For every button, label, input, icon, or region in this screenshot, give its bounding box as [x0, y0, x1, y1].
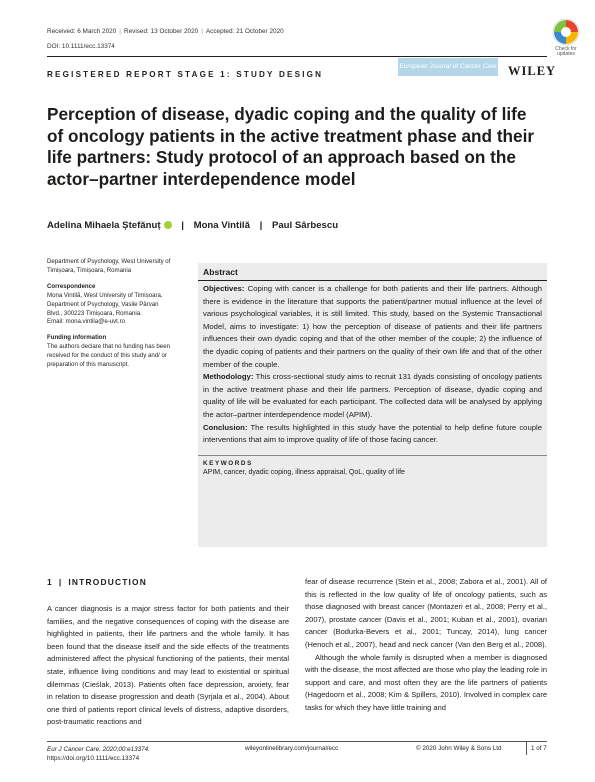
methodology-label: Methodology:: [203, 372, 254, 382]
methodology-text: This cross-sectional study aims to recruit 131 dyads consisting of oncology patients in the active treatment phase and their life partners. Perception of disease, dyadic coping and quality of life will be evaluated for each participant. The collected data will be analysed by applying the actor–partner interdependence model (APIM).: [203, 372, 543, 419]
affiliation: Department of Psychology, West University of Timișoara, Timișoara, Romania: [47, 258, 171, 274]
received-date: Received: 6 March 2020: [47, 28, 117, 35]
funding-text: The authors declare that no funding has been received for the conduct of this study and/ or preparation of this manuscript.: [47, 343, 170, 369]
keywords-rule: [198, 455, 547, 456]
copyright: © 2020 John Wiley & Sons Ltd: [416, 745, 502, 752]
revised-date: Revised: 13 October 2020: [123, 28, 199, 35]
conclusion-text: The results highlighted in this study have the potential to help define future couple interventions that aim to improve quality of life of those facing cancer.: [203, 422, 542, 445]
abstract-methodology: [203, 371, 542, 421]
author-name[interactable]: Adelina Mihaela Ștefănuț: [47, 220, 161, 231]
paragraph: Although the whole family is disrupted when a member is diagnosed with the disease, the most affected are those who play the leading role in support and care, and most often they are the life partners of patients (Hagedoorn et al., 2008; Kim & Spillers, 2010). Involved in complex care tasks for which they have little training and: [305, 652, 547, 712]
correspondence-email[interactable]: Email: mona.vintila@e-uvt.ro: [47, 318, 125, 326]
page-number: 1 of 7: [526, 741, 547, 755]
section-number: 1: [47, 577, 53, 587]
article-title: Perception of disease, dyadic coping and the quality of life of oncology patients in the active treatment phase and their life partners: Study protocol of an approach based on the actor–partner interdependence model: [47, 104, 535, 189]
footer-citation: [47, 745, 150, 763]
author-name[interactable]: Mona Vintilă: [193, 220, 250, 231]
abstract-conclusion: [203, 422, 542, 447]
top-rule: [47, 56, 547, 57]
abstract-box: [198, 263, 547, 547]
author-info-sidebar: [47, 258, 172, 370]
body-column-right: [305, 576, 547, 715]
accepted-date: Accepted: 21 October 2020: [205, 28, 284, 35]
abstract-heading: Abstract: [203, 267, 238, 277]
funding-heading: Funding information: [47, 334, 107, 342]
journal-reference: Eur J Cancer Care. 2020;00:e13374.: [47, 746, 150, 753]
abstract-objectives: [203, 283, 542, 371]
doi[interactable]: DOI: 10.1111/ecc.13374: [47, 43, 115, 50]
paragraph: A cancer diagnosis is a major stress factor for both patients and their families, and the negative consequences of coping with the disease are highlighted in patients, their life partners and the whole family. It has been found that the disease itself and the side effects of the treatments administered affect the physical functioning of the patients, their mental state, influence living conditions and may lead to existential or spiritual dilemmas (Cieślak, 2013). Patients often face depression, anxiety, fear in relation to disease progression and death (Syrjala et al., 2004). About one third of patients report clinical levels of distress, adaptive disorders, post-traumatic reactions and: [47, 604, 289, 727]
footer-rule: [47, 741, 547, 742]
abstract-rule: [198, 280, 547, 281]
correspondence-heading: Correspondence: [47, 282, 96, 290]
objectives-label: Objectives:: [203, 284, 245, 293]
keywords-heading: KEYWORDS: [203, 459, 253, 467]
objectives-text: Coping with cancer is a challenge for both patients and their life partners. Although there is evidence in the literature that supports the patient/partner mutual influence at the level of various psychological variables, it is still limited. This study, based on the Systemic Transactional Model, aims to investigate: 1) how the perception of disease of patients and their life partners influences their own dyadic coping and that of the other member of the couple; 2) the influence of the dyadic coping of patients and their partners on the quality of their own life and that of the other member of the couple.: [203, 284, 542, 369]
author-list: Adelina Mihaela Ștefănuț | Mona Vintilă | Paul Sârbescu: [47, 220, 339, 231]
check-updates-label: Check for updates: [555, 46, 577, 57]
keywords: APIM, cancer, dyadic coping, illness appraisal, QoL, quality of life: [203, 468, 405, 476]
footer-doi-link[interactable]: https://doi.org/10.1111/ecc.13374: [47, 755, 140, 762]
journal-banner: European Journal of Cancer Care: [398, 58, 498, 76]
paragraph: fear of disease recurrence (Stein et al., 2008; Zabora et al., 2001). All of this is reflected in the low quality of life of oncology patients, such as those diagnosed with breast cancer (Montazeri et al., 2008; Perry et al., 2007), prostate cancer (Davis et al., 2001; Kuban et al., 2001), ovarian cancer (Bodurka-Bevers et al., 2001; Tuncay, 2014), lung cancer (Henoch et al., 2007), head and neck cancer (Van den Berg et al., 2008).: [305, 577, 547, 649]
journal-website[interactable]: wileyonlinelibrary.com/journal/ecc: [245, 745, 339, 752]
conclusion-label: Conclusion:: [203, 422, 248, 432]
correspondence-text: Mona Vintilă, West University of Timișoara, Department of Psychology, Vasile Pârvan Blvd., 300223 Timișoara, Romania.: [47, 291, 163, 317]
check-for-updates-badge[interactable]: [546, 12, 586, 57]
article-category: REGISTERED REPORT STAGE 1: STUDY DESIGN: [47, 70, 324, 79]
submission-dates: Received: 6 March 2020 | Revised: 13 October 2020 | Accepted: 21 October 2020: [47, 28, 284, 35]
orcid-icon[interactable]: [164, 221, 172, 229]
section-heading-introduction: 1 | INTRODUCTION: [47, 577, 148, 587]
author-name[interactable]: Paul Sârbescu: [271, 220, 339, 231]
body-column-left: [47, 603, 289, 729]
publisher-logo: WILEY: [508, 64, 557, 78]
section-title: INTRODUCTION: [68, 577, 148, 587]
